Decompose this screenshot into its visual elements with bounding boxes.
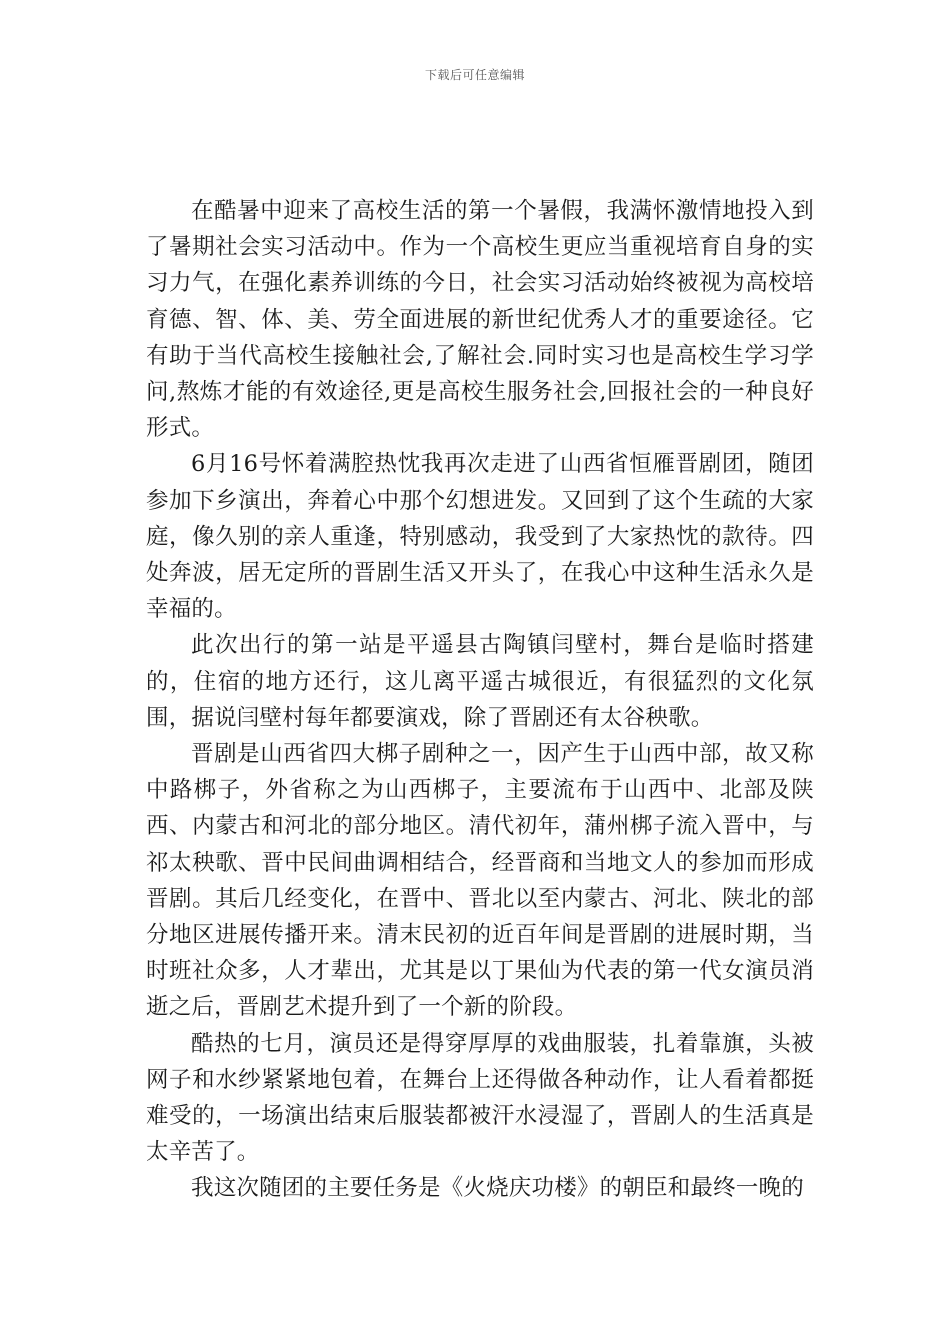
- document-body: [146, 193, 814, 1207]
- header-note: 下载后可任意编辑: [424, 68, 525, 82]
- paragraph-2: 6月16号怀着满腔热忱我再次走进了山西省恒雁晋剧团，随团参加下乡演出，奔着心中那个幻想进发。又回到了这个生疏的大家庭，像久别的亲人重逢，特别感动，我受到了大家热忱的款待。四处奔波，居无定所的晋剧生活又开头了，在我心中这种生活永久是幸福的。: [146, 451, 814, 623]
- paragraph-3: 此次出行的第一站是平遥县古陶镇闫壁村，舞台是临时搭建的，住宿的地方还行，这儿离平遥古城很近，有很猛烈的文化氛围，据说闫壁村每年都要演戏，除了晋剧还有太谷秧歌。: [146, 632, 814, 731]
- paragraph-1: 在酷暑中迎来了高校生活的第一个暑假，我满怀激情地投入到了暑期社会实习活动中。作为一个高校生更应当重视培育自身的实习力气，在强化素养训练的今日，社会实习活动始终被视为高校培育德、智、体、美、劳全面进展的新世纪优秀人才的重要途径。它有助于当代高校生接触社会,了解社会.同时实习也是高校生学习学问,熬炼才能的有效途径,更是高校生服务社会,回报社会的一种良好形式。: [146, 198, 814, 442]
- paragraph-5: 酷热的七月，演员还是得穿厚厚的戏曲服装，扎着靠旗，头被网子和水纱紧紧地包着，在舞台上还得做各种动作，让人看着都挺难受的，一场演出结束后服装都被汗水浸湿了，晋剧人的生活真是太辛苦了。: [146, 1030, 814, 1166]
- paragraph-6: 我这次随团的主要任务是《火烧庆功楼》的朝臣和最终一晚的: [191, 1175, 804, 1202]
- paragraph-4: 晋剧是山西省四大梆子剧种之一，因产生于山西中部，故又称中路梆子，外省称之为山西梆子，主要流布于山西中、北部及陕西、内蒙古和河北的部分地区。清代初年，蒲州梆子流入晋中，与祁太秧歌、晋中民间曲调相结合，经晋商和当地文人的参加而形成晋剧。其后几经变化，在晋中、晋北以至内蒙古、河北、陕北的部分地区进展传播开来。清末民初的近百年间是晋剧的进展时期，当时班社众多，人才辈出，尤其是以丁果仙为代表的第一代女演员消逝之后，晋剧艺术提升到了一个新的阶段。: [146, 741, 814, 1021]
